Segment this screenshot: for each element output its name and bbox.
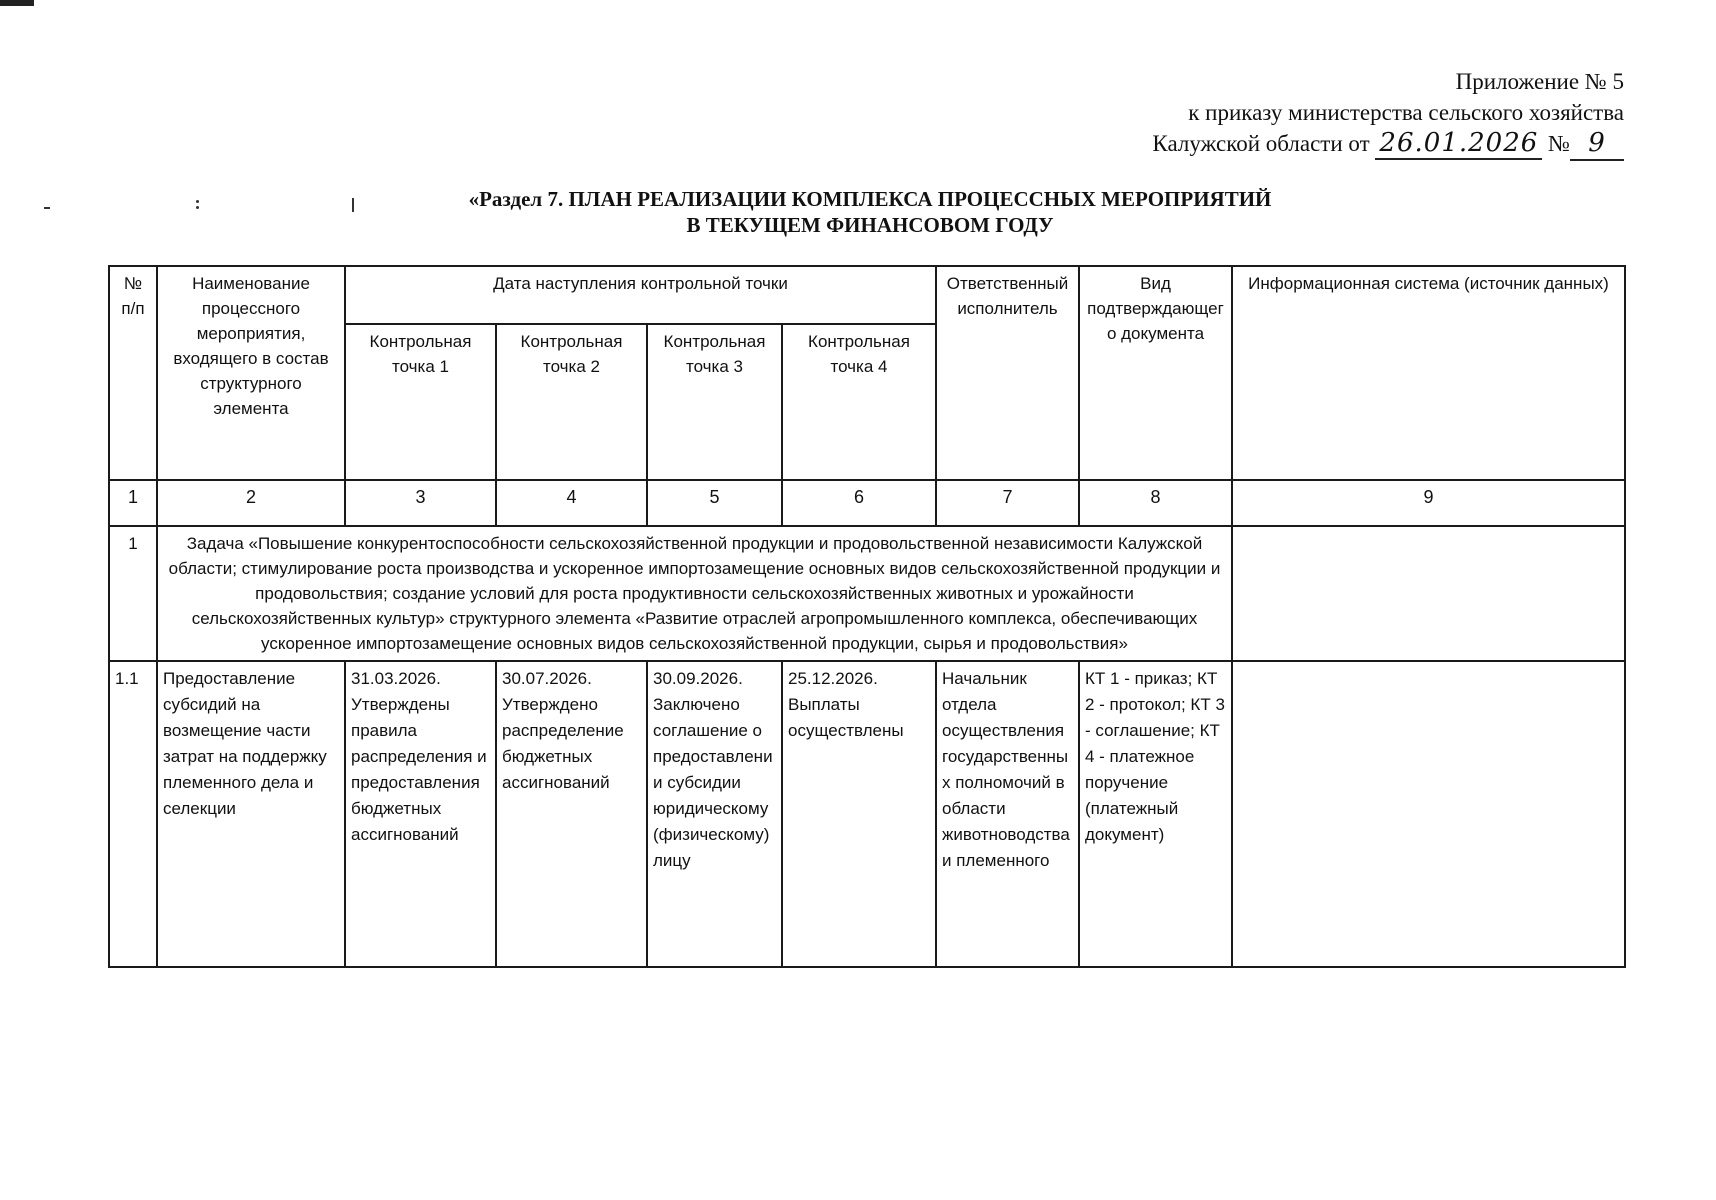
scan-speck bbox=[196, 206, 199, 209]
row-checkpoint-3: 30.09.2026. Заключено соглашение о предоставлении субсидии юридическому (физическому) лицу bbox=[647, 661, 782, 967]
header-num: № п/п bbox=[109, 266, 157, 480]
appendix-order-ref: к приказу министерства сельского хозяйства bbox=[1188, 100, 1624, 125]
scan-corner-mark bbox=[0, 0, 34, 6]
row-checkpoint-4: 25.12.2026. Выплаты осуществлены bbox=[782, 661, 936, 967]
column-number: 1 bbox=[109, 480, 157, 526]
row-number: 1.1 bbox=[109, 661, 157, 967]
row-responsible: Начальник отдела осуществления государственных полномочий в области животноводства и племенного bbox=[936, 661, 1079, 967]
plan-table bbox=[108, 265, 1626, 968]
column-number: 2 bbox=[157, 480, 345, 526]
appendix-date-line bbox=[1152, 128, 1624, 161]
header-info-system: Информационная система (источник данных) bbox=[1232, 266, 1625, 480]
header-name: Наименование процессного мероприятия, входящего в состав структурного элемента bbox=[157, 266, 345, 480]
table-header-row bbox=[109, 266, 1625, 324]
column-number: 4 bbox=[496, 480, 647, 526]
scan-speck bbox=[44, 207, 50, 209]
column-number: 5 bbox=[647, 480, 782, 526]
handwritten-date: 26.01.2026 bbox=[1375, 128, 1542, 160]
appendix-header bbox=[1152, 66, 1624, 161]
header-checkpoint-3: Контрольная точка 3 bbox=[647, 324, 782, 480]
column-number: 7 bbox=[936, 480, 1079, 526]
column-number: 9 bbox=[1232, 480, 1625, 526]
header-date-group: Дата наступления контрольной точки bbox=[345, 266, 936, 324]
header-checkpoint-1: Контрольная точка 1 bbox=[345, 324, 496, 480]
column-number: 8 bbox=[1079, 480, 1232, 526]
scan-speck bbox=[196, 200, 199, 203]
header-checkpoint-4: Контрольная точка 4 bbox=[782, 324, 936, 480]
row-doc-type: КТ 1 - приказ; КТ 2 - протокол; КТ 3 - соглашение; КТ 4 - платежное поручение (платежный документ) bbox=[1079, 661, 1232, 967]
appendix-number: Приложение № 5 bbox=[1455, 69, 1624, 94]
section-title-line1: «Раздел 7. ПЛАН РЕАЛИЗАЦИИ КОМПЛЕКСА ПРОЦЕССНЫХ МЕРОПРИЯТИЙ bbox=[468, 187, 1272, 211]
header-responsible: Ответственный исполнитель bbox=[936, 266, 1079, 480]
row-info-system bbox=[1232, 661, 1625, 967]
column-number-row bbox=[109, 480, 1625, 526]
row-activity-name: Предоставление субсидий на возмещение части затрат на поддержку племенного дела и селекции bbox=[157, 661, 345, 967]
task-row bbox=[109, 526, 1625, 661]
column-number: 6 bbox=[782, 480, 936, 526]
section-title-line2: В ТЕКУЩЕМ ФИНАНСОВОМ ГОДУ bbox=[686, 213, 1054, 237]
section-title bbox=[300, 186, 1440, 238]
task-number: 1 bbox=[109, 526, 157, 661]
header-checkpoint-2: Контрольная точка 2 bbox=[496, 324, 647, 480]
table-row bbox=[109, 661, 1625, 967]
task-info-system bbox=[1232, 526, 1625, 661]
column-number: 3 bbox=[345, 480, 496, 526]
row-checkpoint-1: 31.03.2026. Утверждены правила распределения и предоставления бюджетных ассигнований bbox=[345, 661, 496, 967]
header-doc-type: Вид подтверждающего документа bbox=[1079, 266, 1232, 480]
appendix-region: Калужской области от bbox=[1152, 131, 1370, 156]
number-label: № bbox=[1548, 131, 1570, 156]
row-checkpoint-2: 30.07.2026. Утверждено распределение бюджетных ассигнований bbox=[496, 661, 647, 967]
task-description: Задача «Повышение конкурентоспособности сельскохозяйственной продукции и продовольственной независимости Калужской области; стимулирование роста производства и ускоренное импортозамещение основных видов сельскохозяйственной продукции и продовольствия; создание условий для роста продуктивности сельскохозяйственных животных и урожайности сельскохозяйственных культур» структурного элемента «Развитие отраслей агропромышленного комплекса, обеспечивающих ускоренное импортозамещение основных видов сельскохозяйственной продукции, сырья и продовольствия» bbox=[157, 526, 1232, 661]
handwritten-number: 9 bbox=[1570, 128, 1624, 161]
